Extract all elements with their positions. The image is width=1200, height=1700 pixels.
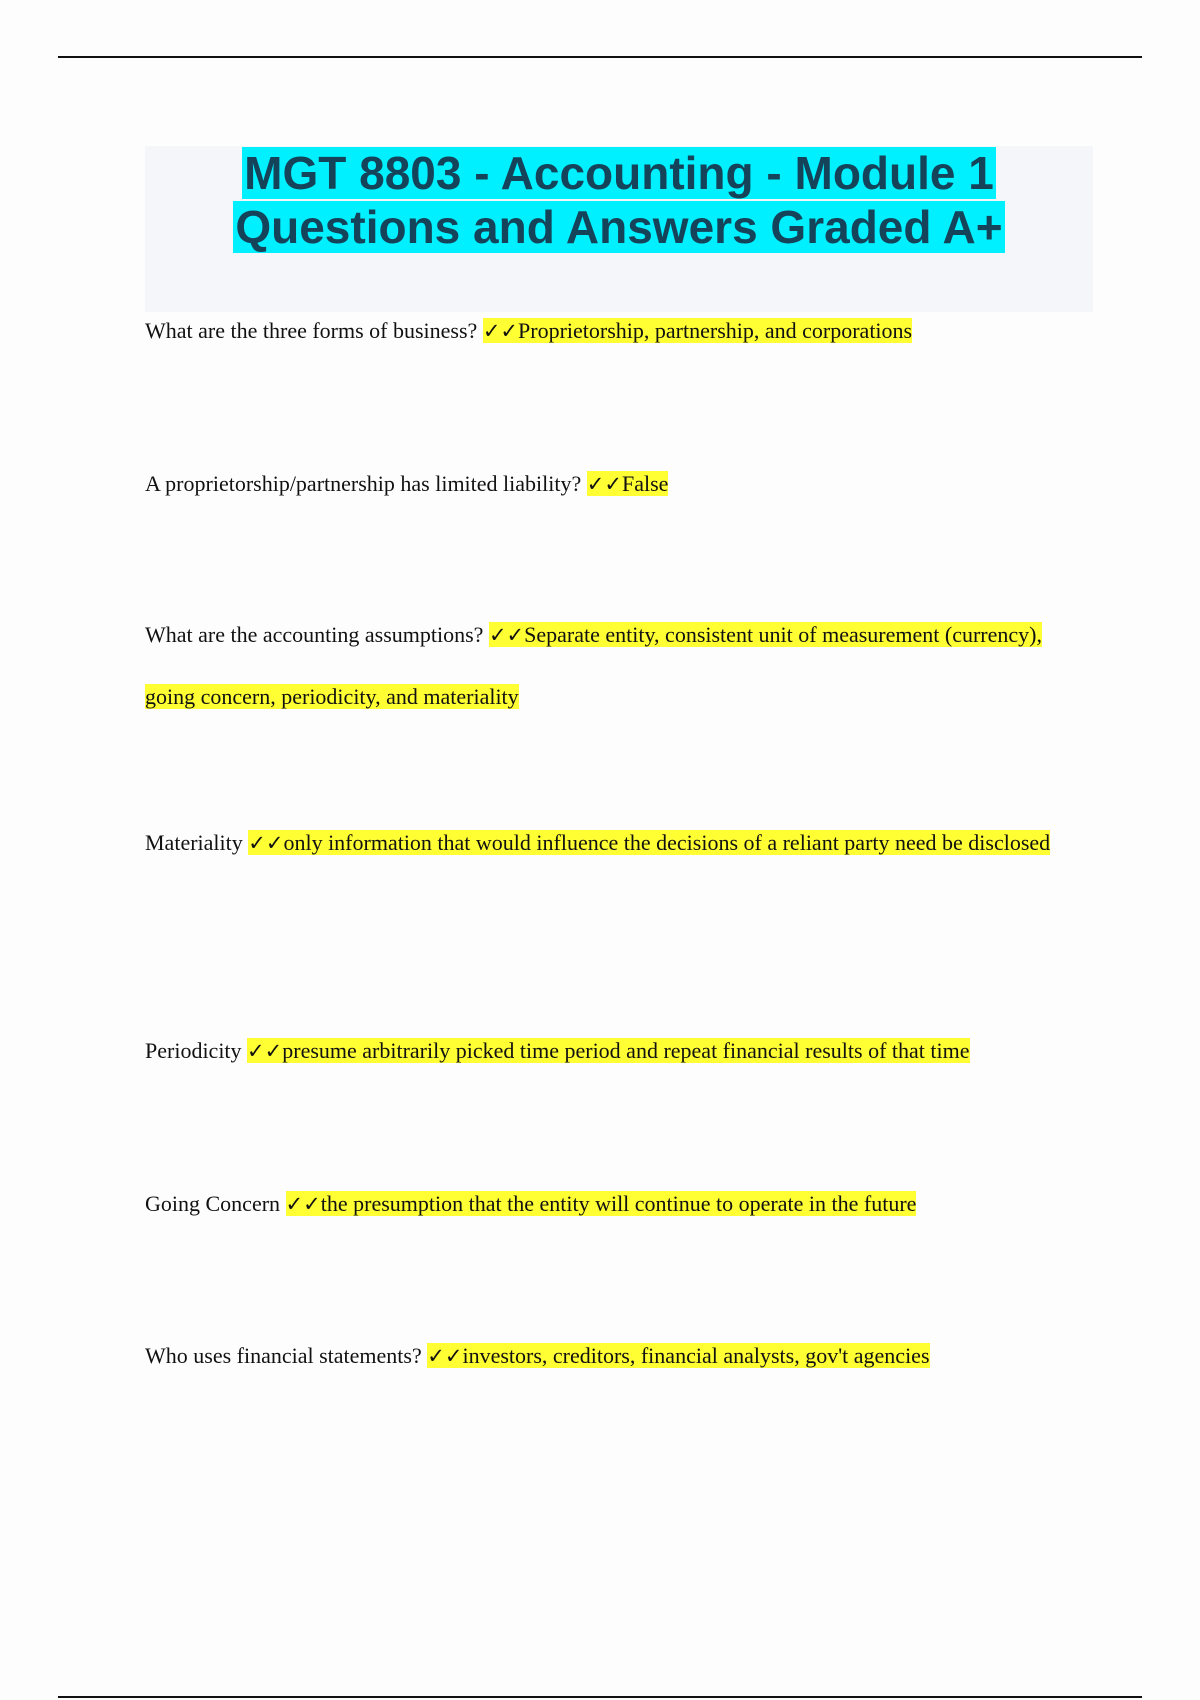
double-check-icon: ✓✓ [285,1192,321,1216]
answer-highlight [427,1343,929,1368]
qa-item-7 [145,1325,1075,1387]
qa-item-3 [145,604,1075,727]
question-text: Going Concern [145,1191,281,1216]
answer-text: Proprietorship, partnership, and corporations [518,318,913,343]
bottom-rule [58,1696,1142,1698]
double-check-icon: ✓✓ [247,1039,283,1063]
qa-item-4 [145,812,1075,874]
qa-item-6 [145,1173,1075,1235]
answer-highlight [483,318,912,343]
answer-text: only information that would influence the decisions of a reliant party need be disclosed [283,830,1051,855]
question-text: What are the three forms of business? [145,318,478,343]
answer-text: Separate entity, consistent unit of measurement (currency), going concern, periodicity, and materiality [145,622,1042,709]
answer-highlight [248,830,1050,855]
qa-item-1 [145,300,1075,362]
double-check-icon: ✓✓ [248,831,284,855]
answer-highlight [247,1038,969,1063]
double-check-icon: ✓✓ [488,623,525,647]
question-text: Who uses financial statements? [145,1343,422,1368]
answer-text: presume arbitrarily picked time period and repeat financial results of that time [282,1038,970,1063]
double-check-icon: ✓✓ [586,472,622,496]
double-check-icon: ✓✓ [427,1344,463,1368]
qa-item-5 [145,1020,1075,1082]
answer-highlight [587,471,669,496]
answer-text: the presumption that the entity will continue to operate in the future [320,1191,917,1216]
question-text: Periodicity [145,1038,242,1063]
answer-text: investors, creditors, financial analysts, gov't agencies [462,1343,930,1368]
question-text: Materiality [145,830,243,855]
question-text: A proprietorship/partnership has limited liability? [145,471,582,496]
top-rule [58,56,1142,58]
document-title [145,146,1093,254]
document-title-text: MGT 8803 - Accounting - Module 1 Questions and Answers Graded A+ [235,147,1003,253]
answer-highlight [286,1191,917,1216]
question-text: What are the accounting assumptions? [145,622,484,647]
qa-item-2 [145,453,1075,515]
answer-text: False [621,471,669,496]
double-check-icon: ✓✓ [482,319,519,343]
